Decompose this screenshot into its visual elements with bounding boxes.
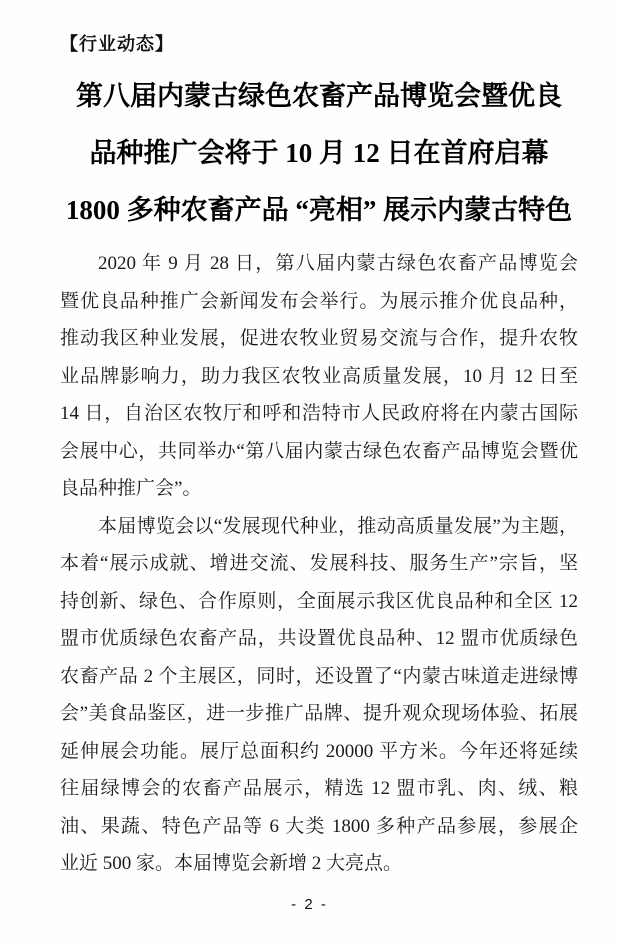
section-tag: 【行业动态】 <box>60 34 174 54</box>
body-line: 本着“展示成就、增进交流、发展科技、服务生产”宗旨，坚 <box>60 553 578 574</box>
page-number: - 2 - <box>291 896 328 913</box>
body-line: 会”美食品鉴区，进一步推广品牌、提升观众现场体验、拓展 <box>60 703 578 724</box>
title-line: 品种推广会将于 10 月 12 日在首府启幕 <box>89 138 549 168</box>
body-line: 持创新、绿色、合作原则，全面展示我区优良品种和全区 12 <box>60 590 578 612</box>
body-line: 业近 500 家。本届博览会新增 2 大亮点。 <box>60 853 403 874</box>
body-line: 推动我区种业发展，促进农牧业贸易交流与合作，提升农牧 <box>60 328 578 349</box>
body-line: 农畜产品 2 个主展区，同时，还设置了“内蒙古味道走进绿博 <box>60 665 578 687</box>
title-line: 第八届内蒙古绿色农畜产品博览会暨优良 <box>76 81 562 111</box>
document-title <box>60 68 578 239</box>
body-line: 油、果蔬、特色产品等 6 大类 1800 多种产品参展，参展企 <box>60 815 578 837</box>
body-line: 14 日，自治区农牧厅和呼和浩特市人民政府将在内蒙古国际 <box>60 403 578 424</box>
body-line: 良品种推广会”。 <box>60 478 202 499</box>
body-line: 盟市优质绿色农畜产品，共设置优良品种、12 盟市优质绿色 <box>60 628 578 649</box>
body-line: 2020 年 9 月 28 日，第八届内蒙古绿色农畜产品博览会 <box>98 253 578 274</box>
body-line: 本届博览会以“发展现代种业，推动高质量发展”为主题， <box>98 515 578 537</box>
body-line: 延伸展会功能。展厅总面积约 20000 平方米。今年还将延续 <box>60 740 578 762</box>
paragraph <box>60 245 578 508</box>
body-line: 会展中心，共同举办“第八届内蒙古绿色农畜产品博览会暨优 <box>60 440 578 462</box>
body-line: 往届绿博会的农畜产品展示，精选 12 盟市乳、肉、绒、粮 <box>60 778 578 799</box>
paragraph <box>60 508 578 883</box>
body-line: 业品牌影响力，助力我区农牧业高质量发展，10 月 12 日至 <box>60 365 578 387</box>
document-body <box>60 245 578 883</box>
body-line: 暨优良品种推广会新闻发布会举行。为展示推介优良品种， <box>60 290 578 312</box>
title-line: 1800 多种农畜产品 “亮相” 展示内蒙古特色 <box>65 195 573 225</box>
